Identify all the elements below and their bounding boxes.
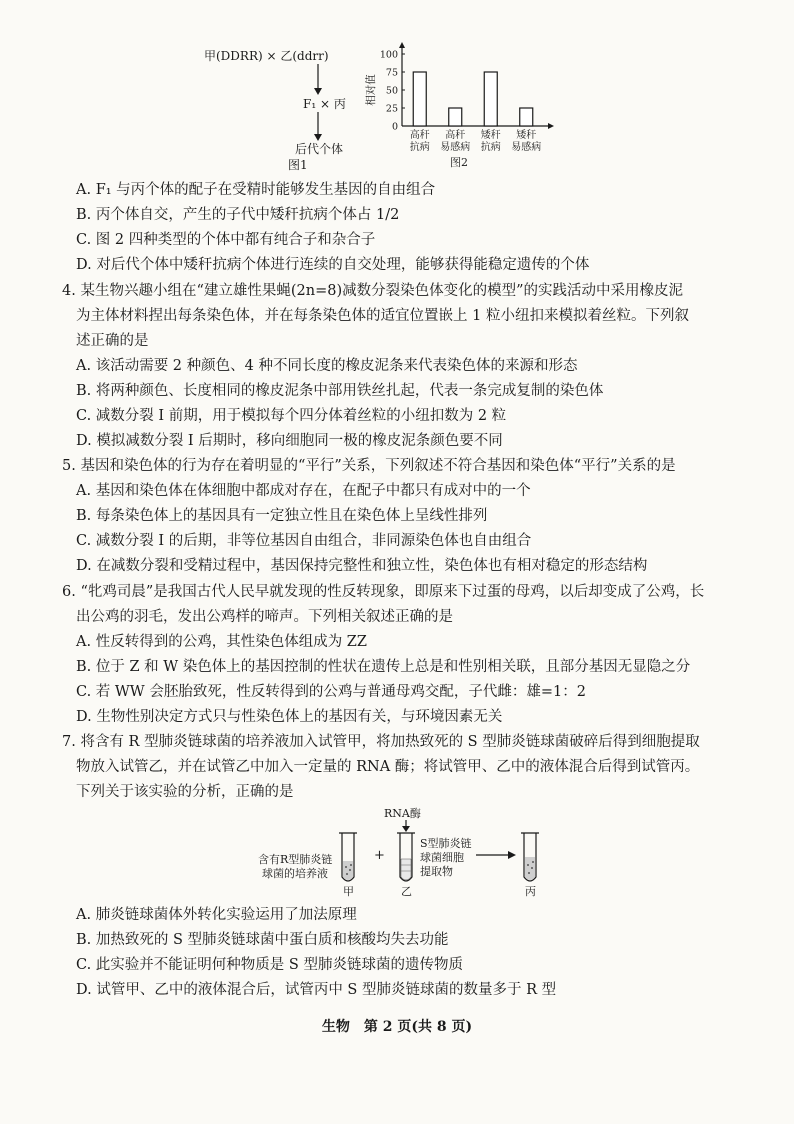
- tube-b-icon: [397, 833, 415, 881]
- bar: [413, 72, 426, 126]
- x-tick-label: 矮秆: [480, 130, 501, 141]
- q6-stem-1: 6. “牝鸡司晨”是我国古代人民早就发现的性反转现象，即原来下过蛋的母鸡，以后却变成了公鸡，长: [62, 584, 705, 600]
- plus-sign: +: [374, 848, 385, 863]
- q5-option-b: B. 每条染色体上的基因具有一定独立性且在染色体上呈线性排列: [76, 508, 488, 524]
- x-tick-label: 抗病: [480, 142, 501, 153]
- q3-option-c: C. 图 2 四种类型的个体中都有纯合子和杂合子: [76, 232, 376, 248]
- q4-option-b: B. 将两种颜色、长度相同的橡皮泥条中部用铁丝扎起，代表一条完成复制的染色体: [76, 383, 604, 399]
- bar: [484, 72, 497, 126]
- q7-option-a: A. 肺炎链球菌体外转化实验运用了加法原理: [76, 907, 357, 923]
- bar: [449, 108, 462, 126]
- q7-figure: [250, 805, 570, 901]
- tube-b-desc-2: 球菌细胞: [420, 851, 464, 864]
- tube-c-icon: [521, 833, 539, 881]
- y-axis-label: 相对值: [365, 74, 377, 106]
- q4-stem-1: 4. 某生物兴趣小组在“建立雄性果蝇(2n=8)减数分裂染色体变化的模型”的实践活动中采用橡皮泥: [62, 283, 684, 299]
- q7-stem-2: 物放入试管乙，并在试管乙中加入一定量的 RNA 酶；将试管甲、乙中的液体混合后得到试管丙。: [76, 759, 700, 775]
- figure-2: [360, 38, 560, 176]
- q7-option-b: B. 加热致死的 S 型肺炎链球菌中蛋白质和核酸均失去功能: [76, 932, 449, 948]
- y-tick-label: 100: [379, 49, 398, 61]
- q6-option-c: C. 若 WW 会胚胎致死，性反转得到的公鸡与普通母鸡交配，子代雌：雄=1：2: [76, 684, 586, 700]
- page-footer: 生物 第 2 页(共 8 页): [321, 1019, 473, 1035]
- y-tick-label: 50: [385, 85, 398, 97]
- bar-chart: [360, 38, 560, 176]
- tube-a-desc-1: 含有R型肺炎链: [258, 853, 333, 866]
- fig1-offspring: 后代个体: [295, 142, 344, 156]
- tube-a-desc-2: 球菌的培养液: [262, 867, 328, 880]
- tube-a-icon: [339, 833, 357, 881]
- fig1-arrowhead-1: [314, 88, 322, 95]
- fig1-arrowhead-2: [314, 134, 322, 141]
- bar: [520, 108, 533, 126]
- figure-1-diagram: [200, 44, 370, 174]
- x-tick-label: 高秆: [409, 130, 430, 141]
- q3-option-d: D. 对后代个体中矮秆抗病个体进行连续的自交处理，能够获得能稳定遗传的个体: [76, 257, 590, 273]
- x-tick-label: 易感病: [440, 142, 471, 153]
- q4-option-a: A. 该活动需要 2 种颜色、4 种不同长度的橡皮泥条来代表染色体的来源和形态: [76, 358, 578, 374]
- q7-option-d: D. 试管甲、乙中的液体混合后，试管丙中 S 型肺炎链球菌的数量多于 R 型: [76, 982, 557, 998]
- q6-option-d: D. 生物性别决定方式只与性染色体上的基因有关，与环境因素无关: [76, 709, 503, 725]
- tube-b-label: 乙: [401, 885, 412, 898]
- q7-stem-3: 下列关于该实验的分析，正确的是: [76, 784, 294, 800]
- q7-option-c: C. 此实验并不能证明何种物质是 S 型肺炎链球菌的遗传物质: [76, 957, 463, 973]
- rna-enzyme-arrowhead: [402, 826, 410, 832]
- q4-option-d: D. 模拟减数分裂 Ⅰ 后期时，移向细胞同一极的橡皮泥条颜色要不同: [76, 433, 503, 449]
- mix-arrowhead: [508, 851, 516, 859]
- fig1-caption: 图1: [288, 158, 308, 172]
- fig1-cross2: F₁ × 丙: [303, 97, 346, 111]
- x-tick-label: 易感病: [511, 142, 542, 153]
- q3-option-a: A. F₁ 与丙个体的配子在受精时能够发生基因的自由组合: [76, 182, 436, 198]
- y-tick-label: 0: [391, 121, 398, 133]
- y-tick-label: 25: [385, 103, 398, 115]
- q5-option-d: D. 在减数分裂和受精过程中，基因保持完整性和独立性，染色体也有相对稳定的形态结构: [76, 558, 648, 574]
- tube-a-label: 甲: [343, 885, 354, 898]
- y-axis-arrowhead: [399, 42, 405, 48]
- q7-stem-1: 7. 将含有 R 型肺炎链球菌的培养液加入试管甲，将加热致死的 S 型肺炎链球菌破碎后得到细胞提取: [62, 734, 700, 750]
- q6-stem-2: 出公鸡的羽毛，发出公鸡样的啼声。下列相关叙述正确的是: [76, 609, 453, 625]
- figure-1: [200, 44, 370, 174]
- q4-stem-3: 述正确的是: [76, 333, 149, 349]
- x-axis-arrowhead: [548, 123, 554, 129]
- y-tick-label: 75: [385, 67, 398, 79]
- x-tick-label: 高秆: [445, 130, 466, 141]
- x-tick-label: 抗病: [409, 142, 430, 153]
- tube-c-label: 丙: [525, 885, 536, 898]
- fig1-cross1: 甲(DDRR) × 乙(ddrr): [204, 49, 329, 63]
- q4-stem-2: 为主体材料捏出每条染色体，并在每条染色体的适宜位置嵌上 1 粒小纽扣来模拟着丝粒。下列叙: [76, 308, 689, 324]
- chart-caption: 图2: [450, 156, 468, 169]
- q6-option-b: B. 位于 Z 和 W 染色体上的基因控制的性状在遗传上总是和性别相关联，且部分基因无显隐之分: [76, 659, 691, 675]
- tube-b-desc-3: 提取物: [420, 865, 453, 878]
- q5-stem-1: 5. 基因和染色体的行为存在着明显的“平行”关系，下列叙述不符合基因和染色体“平行”关系的是: [62, 458, 676, 474]
- rna-enzyme-label: RNA酶: [384, 807, 421, 820]
- tube-b-desc-1: S型肺炎链: [420, 837, 472, 850]
- q7-experiment-diagram: [250, 805, 570, 901]
- q5-option-c: C. 减数分裂 Ⅰ 的后期，非等位基因自由组合，非同源染色体也自由组合: [76, 533, 532, 549]
- x-tick-label: 矮秆: [516, 130, 537, 141]
- q6-option-a: A. 性反转得到的公鸡，其性染色体组成为 ZZ: [76, 634, 367, 650]
- q5-option-a: A. 基因和染色体在体细胞中都成对存在，在配子中都只有成对中的一个: [76, 483, 531, 499]
- q3-option-b: B. 丙个体自交，产生的子代中矮秆抗病个体占 1/2: [76, 207, 400, 223]
- q4-option-c: C. 减数分裂 Ⅰ 前期，用于模拟每个四分体着丝粒的小纽扣数为 2 粒: [76, 408, 507, 424]
